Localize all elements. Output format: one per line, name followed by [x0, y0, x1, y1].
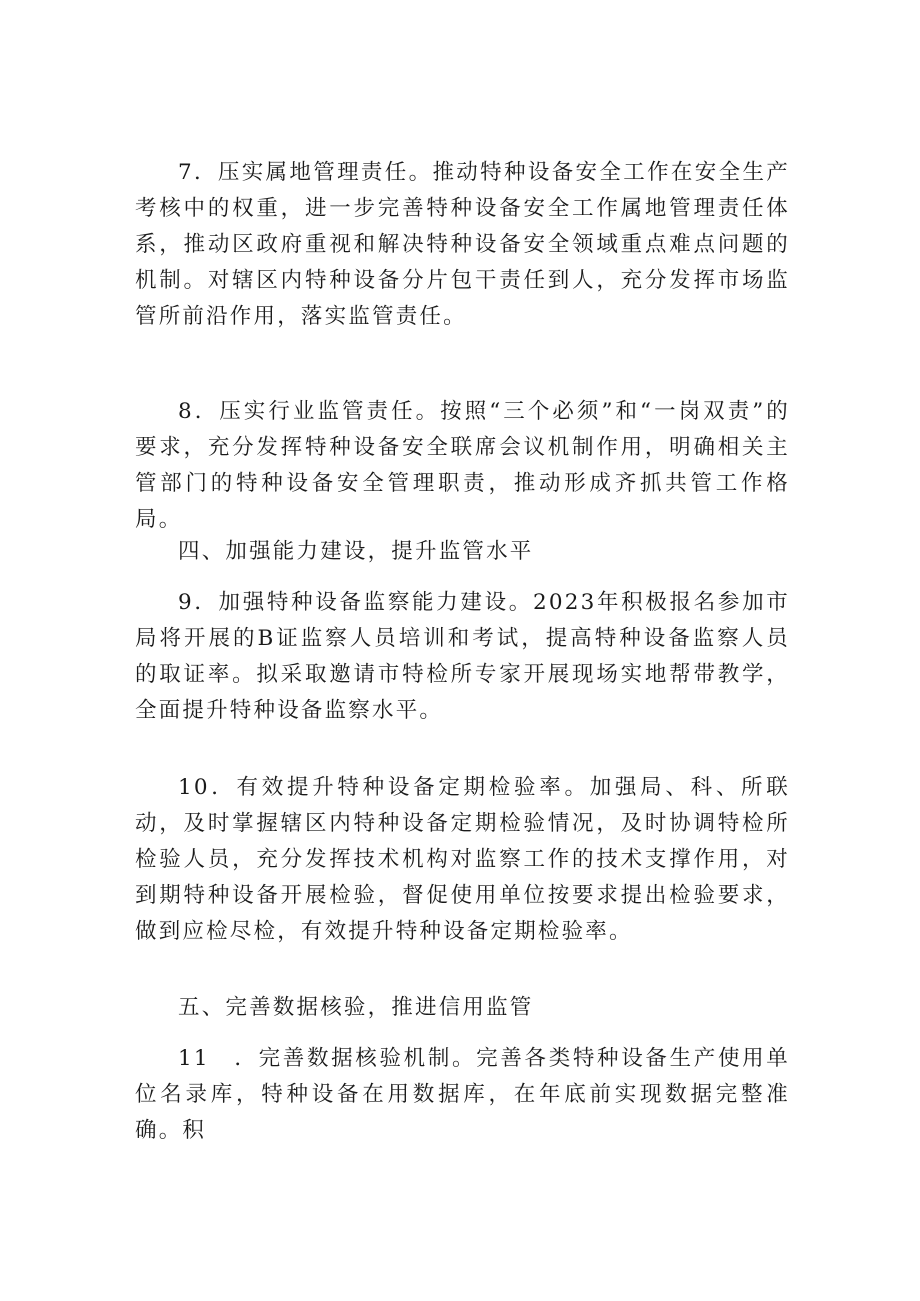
section-4-heading: 四、加强能力建设，提升监管水平: [178, 539, 534, 564]
paragraph-10: 10．有效提升特种设备定期检验率。加强局、科、所联动，及时掌握辖区内特种设备定期检验情况，及时协调特检所检验人员，充分发挥技术机构对监察工作的技术支撑作用，对到期特种设备开展检验，督促使用单位按要求提出检验要求，做到应检尽检，有效提升特种设备定期检验率。: [135, 775, 790, 944]
paragraph-9: 9．加强特种设备监察能力建设。2023年积极报名参加市局将开展的B证监察人员培训和考试，提高特种设备监察人员的取证率。拟采取邀请市特检所专家开展现场实地帮带教学，全面提升特种设备监察水平。: [135, 590, 790, 723]
paragraph-8: 8．压实行业监管责任。按照“三个必须”和“一岗双责”的要求，充分发挥特种设备安全联席会议机制作用，明确相关主管部门的特种设备安全管理职责，推动形成齐抓共管工作格局。: [135, 399, 790, 532]
section-5-heading: 五、完善数据核验，推进信用监管: [178, 995, 534, 1020]
paragraph-11: 11 ．完善数据核验机制。完善各类特种设备生产使用单位名录库，特种设备在用数据库，在年底前实现数据完整准确。积: [135, 1046, 790, 1143]
paragraph-7: 7．压实属地管理责任。推动特种设备安全工作在安全生产考核中的权重，进一步完善特种设备安全工作属地管理责任体系，推动区政府重视和解决特种设备安全领域重点难点问题的机制。对辖区内特种设备分片包干责任到人，充分发挥市场监管所前沿作用，落实监管责任。: [135, 160, 790, 329]
